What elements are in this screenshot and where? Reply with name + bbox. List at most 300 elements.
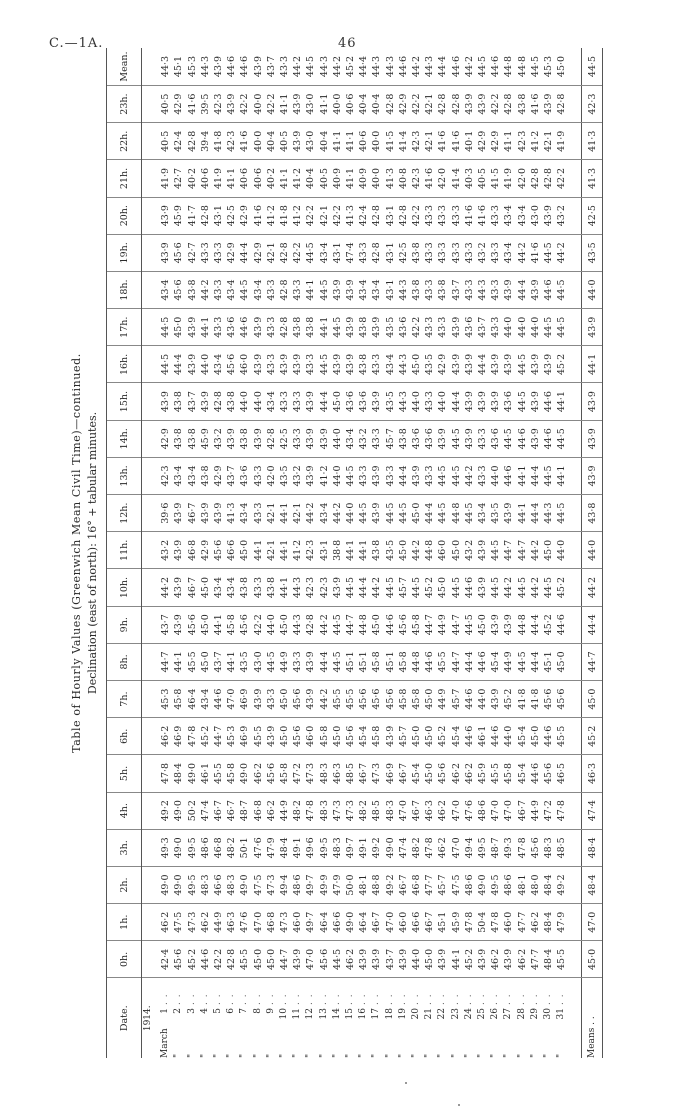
value-cell: 43·9 (331, 569, 344, 606)
value-cell: 43·7 (212, 643, 225, 680)
value-cell: 42·9 (238, 197, 251, 234)
value-cell: 49·4 (463, 829, 476, 866)
value-cell: 43·4 (155, 271, 172, 308)
value-cell: 43·3 (489, 234, 502, 271)
value-cell: 42·7 (172, 160, 185, 197)
value-cell: 44·0 (529, 309, 542, 346)
page-reference: C.—1A. (49, 36, 104, 51)
value-cell: 44·5 (489, 532, 502, 569)
value-cell: 43·9 (370, 941, 383, 978)
value-cell: 46·3 (423, 792, 436, 829)
value-cell: 46·6 (331, 904, 344, 941)
value-cell: 45·5 (212, 755, 225, 792)
value-cell: 44·5 (542, 309, 555, 346)
value-cell: 42·2 (555, 160, 568, 197)
value-cell: 43·5 (384, 309, 397, 346)
table-header-row (107, 48, 142, 1058)
value-cell: 44·3 (397, 346, 410, 383)
mean-value-cell: 44·0 (581, 271, 602, 308)
value-cell: 43·9 (212, 48, 225, 86)
value-cell: 42·1 (318, 197, 331, 234)
value-cell: 47·6 (252, 829, 265, 866)
value-cell: 43·9 (476, 941, 489, 978)
value-cell: 46·2 (463, 755, 476, 792)
column-header-hour: 7h. (107, 681, 142, 718)
value-cell: 45·2 (555, 346, 568, 383)
value-cell: 43·8 (186, 271, 199, 308)
value-cell: 44·4 (318, 643, 331, 680)
value-cell: 43·3 (291, 271, 304, 308)
value-cell: 43·0 (529, 197, 542, 234)
value-cell: 43·8 (304, 309, 317, 346)
value-cell: 46·7 (516, 792, 529, 829)
value-cell: 43·8 (265, 569, 278, 606)
value-cell: 46·2 (516, 941, 529, 978)
value-cell: 43·4 (357, 271, 370, 308)
value-cell: 44·0 (410, 941, 423, 978)
value-cell: 43·9 (252, 420, 265, 457)
value-cell: 46·2 (450, 755, 463, 792)
table-row (423, 48, 436, 1058)
value-cell: 44·5 (384, 495, 397, 532)
value-cell: 41·9 (555, 123, 568, 160)
value-cell: 49·0 (384, 829, 397, 866)
value-cell: 42·8 (304, 606, 317, 643)
year-row (142, 48, 156, 1058)
value-cell: 44·5 (502, 420, 515, 457)
value-cell: 44·6 (476, 643, 489, 680)
value-cell: 45·7 (397, 569, 410, 606)
value-cell: 45·0 (410, 346, 423, 383)
means-label: Means . . (581, 978, 602, 1058)
value-cell: 45·4 (357, 718, 370, 755)
mean-value-cell: 43·9 (581, 383, 602, 420)
value-cell: 43·9 (476, 569, 489, 606)
value-cell: 39·5 (199, 86, 212, 123)
value-cell: 43·9 (304, 383, 317, 420)
value-cell: 43·9 (450, 346, 463, 383)
value-cell: 43·4 (344, 420, 357, 457)
value-cell: 43·9 (212, 495, 225, 532)
value-cell: 44·5 (357, 495, 370, 532)
value-cell: 41·5 (384, 123, 397, 160)
value-cell: 46·7 (423, 904, 436, 941)
value-cell: 44·6 (516, 420, 529, 457)
value-cell: 44·0 (502, 718, 515, 755)
value-cell: 47·8 (516, 829, 529, 866)
value-cell: 43·4 (476, 495, 489, 532)
value-cell: 43·4 (225, 271, 238, 308)
value-cell: 41·1 (344, 160, 357, 197)
value-cell: 42·3 (410, 160, 423, 197)
value-cell: 42·8 (278, 309, 291, 346)
value-cell: 47·0 (502, 792, 515, 829)
value-cell: 43·3 (423, 234, 436, 271)
value-cell: 45·8 (410, 681, 423, 718)
value-cell: 41·9 (212, 160, 225, 197)
value-cell: 43·5 (384, 532, 397, 569)
value-cell: 49·0 (238, 755, 251, 792)
value-cell: 43·9 (542, 86, 555, 123)
value-cell: 41·6 (252, 197, 265, 234)
value-cell: 47·6 (238, 904, 251, 941)
page-number: 46 (338, 36, 357, 51)
value-cell: 47·9 (331, 866, 344, 903)
value-cell: 41·9 (155, 160, 172, 197)
date-cell: "13. . (318, 993, 329, 1058)
value-cell: 42·4 (357, 197, 370, 234)
column-header-hour: 15h. (107, 383, 142, 420)
value-cell: 45·0 (278, 681, 291, 718)
value-cell: 48·6 (476, 792, 489, 829)
mean-value-cell: 43·9 (581, 420, 602, 457)
value-cell: 45·6 (238, 606, 251, 643)
value-cell: 40·6 (252, 160, 265, 197)
value-cell: 43·8 (199, 457, 212, 494)
value-cell: 45·6 (555, 681, 568, 718)
mean-value-cell: 43·8 (581, 495, 602, 532)
value-cell: 40·5 (278, 123, 291, 160)
value-cell: 45·0 (423, 755, 436, 792)
value-cell: 43·3 (265, 681, 278, 718)
value-cell: 39·4 (199, 123, 212, 160)
table-row (397, 48, 410, 1058)
value-cell: 44·6 (225, 48, 238, 86)
value-cell: 43·4 (252, 271, 265, 308)
value-cell: 43·9 (529, 420, 542, 457)
value-cell: 44·6 (384, 606, 397, 643)
mean-value-cell: 44·4 (581, 606, 602, 643)
value-cell: 43·9 (186, 346, 199, 383)
value-cell: 45·2 (502, 681, 515, 718)
value-cell: 47·0 (489, 792, 502, 829)
value-cell: 41·2 (291, 532, 304, 569)
value-cell: 44·5 (555, 271, 568, 308)
date-cell: "15. . (345, 993, 356, 1058)
value-cell: 44·2 (199, 271, 212, 308)
value-cell: 48·6 (463, 866, 476, 903)
mean-value-cell: 43·9 (581, 309, 602, 346)
value-cell: 43·9 (529, 271, 542, 308)
spacer-row (569, 48, 582, 1058)
value-cell: 48·4 (542, 941, 555, 978)
value-cell: 43·3 (212, 234, 225, 271)
value-cell: 45·0 (529, 718, 542, 755)
value-cell: 45·6 (291, 718, 304, 755)
value-cell: 45·0 (172, 309, 185, 346)
value-cell: 44·7 (423, 606, 436, 643)
value-cell: 44·1 (278, 532, 291, 569)
date-cell: "22. . (437, 993, 448, 1058)
value-cell: 45·6 (265, 755, 278, 792)
value-cell: 49·5 (186, 866, 199, 903)
value-cell: 46·8 (252, 792, 265, 829)
value-cell: 43·3 (252, 457, 265, 494)
value-cell: 43·3 (423, 271, 436, 308)
value-cell: 43·6 (225, 309, 238, 346)
value-cell: 45·0 (450, 532, 463, 569)
value-cell: 45·6 (370, 681, 383, 718)
value-cell: 47·0 (225, 681, 238, 718)
table-row (489, 48, 502, 1058)
value-cell: 44·6 (542, 383, 555, 420)
value-cell: 40·4 (370, 86, 383, 123)
table-row (476, 48, 489, 1058)
table-row (304, 48, 317, 1058)
value-cell: 43·9 (344, 309, 357, 346)
value-cell: 43·3 (476, 420, 489, 457)
value-cell: 42·2 (291, 234, 304, 271)
value-cell: 48·4 (172, 755, 185, 792)
value-cell: 44·6 (397, 48, 410, 86)
value-cell: 45·6 (291, 681, 304, 718)
value-cell: 43·7 (225, 457, 238, 494)
value-cell: 44·5 (450, 457, 463, 494)
value-cell: 43·9 (225, 420, 238, 457)
value-cell: 43·3 (278, 383, 291, 420)
value-cell: 43·3 (423, 383, 436, 420)
value-cell: 43·5 (423, 346, 436, 383)
value-cell: 44·4 (436, 48, 449, 86)
table-row (516, 48, 529, 1058)
table-row (384, 48, 397, 1058)
value-cell: 43·9 (463, 420, 476, 457)
value-cell: 41·1 (502, 123, 515, 160)
value-cell: 42·1 (423, 86, 436, 123)
value-cell: 43·9 (186, 309, 199, 346)
value-cell: 47·7 (423, 866, 436, 903)
value-cell: 43·3 (423, 309, 436, 346)
value-cell: 42·3 (225, 123, 238, 160)
value-cell: 44·6 (423, 643, 436, 680)
value-cell: 44·2 (529, 569, 542, 606)
value-cell: 43·8 (225, 383, 238, 420)
column-header-hour: 16h. (107, 346, 142, 383)
value-cell: 41·1 (278, 160, 291, 197)
value-cell: 48·2 (291, 792, 304, 829)
table-row (357, 48, 370, 1058)
value-cell: 49·1 (357, 829, 370, 866)
value-cell: 43·2 (291, 457, 304, 494)
value-cell: 47·8 (489, 904, 502, 941)
value-cell: 45·2 (186, 941, 199, 978)
table-row (186, 48, 199, 1058)
table-row (238, 48, 251, 1058)
value-cell: 41·6 (423, 160, 436, 197)
value-cell: 43·0 (304, 123, 317, 160)
value-cell: 43·8 (436, 271, 449, 308)
value-cell: 46·1 (199, 755, 212, 792)
value-cell: 49·0 (186, 755, 199, 792)
value-cell: 45·2 (555, 569, 568, 606)
value-cell: 44·9 (529, 792, 542, 829)
mean-value-cell: 48·4 (581, 829, 602, 866)
mean-value-cell: 47·0 (581, 904, 602, 941)
value-cell: 44·1 (318, 309, 331, 346)
value-cell: 43·1 (384, 197, 397, 234)
date-cell: "27. . (503, 993, 514, 1058)
value-cell: 43·9 (291, 86, 304, 123)
value-cell: 45·0 (199, 606, 212, 643)
value-cell: 43·9 (384, 718, 397, 755)
value-cell: 44·7 (212, 718, 225, 755)
value-cell: 41·1 (318, 86, 331, 123)
value-cell: 41·8 (529, 681, 542, 718)
value-cell: 48·2 (225, 829, 238, 866)
value-cell: 46·8 (212, 829, 225, 866)
value-cell: 46·0 (238, 346, 251, 383)
value-cell: 43·3 (265, 346, 278, 383)
value-cell: 42·2 (410, 309, 423, 346)
value-cell: 45·6 (172, 271, 185, 308)
mean-value-cell: 41·3 (581, 123, 602, 160)
date-cell: "16. . (358, 993, 369, 1058)
value-cell: 45·8 (502, 755, 515, 792)
value-cell: 42·8 (555, 86, 568, 123)
value-cell: 43·6 (397, 309, 410, 346)
value-cell: 44·2 (555, 234, 568, 271)
value-cell: 45·6 (529, 829, 542, 866)
table-row (331, 48, 344, 1058)
value-cell: 41·9 (502, 160, 515, 197)
value-cell: 46·7 (370, 904, 383, 941)
value-cell: 43·9 (489, 681, 502, 718)
value-cell: 43·9 (463, 86, 476, 123)
value-cell: 42·9 (172, 86, 185, 123)
value-cell: 43·9 (542, 346, 555, 383)
value-cell: 43·9 (370, 383, 383, 420)
column-header-hour: 0h. (107, 941, 142, 978)
value-cell: 43·3 (423, 197, 436, 234)
value-cell: 42·9 (155, 420, 172, 457)
value-cell: 44·2 (155, 569, 172, 606)
value-cell: 44·0 (265, 606, 278, 643)
column-header-hour: 13h. (107, 457, 142, 494)
value-cell: 49·3 (155, 829, 172, 866)
value-cell: 45·5 (489, 755, 502, 792)
value-cell: 43·9 (172, 495, 185, 532)
value-cell: 46·4 (357, 904, 370, 941)
value-cell: 45·0 (331, 718, 344, 755)
value-cell: 43·3 (252, 495, 265, 532)
value-cell: 42·7 (186, 234, 199, 271)
value-cell: 48·5 (555, 829, 568, 866)
value-cell: 46·3 (331, 755, 344, 792)
value-cell: 45·8 (225, 755, 238, 792)
value-cell: 45·1 (542, 643, 555, 680)
value-cell: 43·9 (252, 346, 265, 383)
value-cell: 44·5 (155, 346, 172, 383)
value-cell: 45·0 (476, 606, 489, 643)
value-cell: 43·4 (502, 197, 515, 234)
value-cell: 46·9 (172, 718, 185, 755)
value-cell: 43·9 (436, 941, 449, 978)
date-cell: "3. . (186, 993, 197, 1058)
value-cell: 44·1 (278, 495, 291, 532)
value-cell: 48·3 (225, 866, 238, 903)
value-cell: 42·9 (489, 123, 502, 160)
value-cell: 44·3 (476, 271, 489, 308)
value-cell: 43·4 (516, 197, 529, 234)
value-cell: 48·6 (199, 829, 212, 866)
mean-value-cell: 45·0 (581, 681, 602, 718)
value-cell: 40·5 (155, 123, 172, 160)
value-cell: 43·1 (331, 234, 344, 271)
value-cell: 46·0 (304, 718, 317, 755)
value-cell: 45·2 (199, 718, 212, 755)
value-cell: 43·3 (489, 271, 502, 308)
mean-value-cell: 48·4 (581, 866, 602, 903)
table-row (278, 48, 291, 1058)
table-row (502, 48, 515, 1058)
value-cell: 45·9 (172, 197, 185, 234)
value-cell: 41·1 (225, 160, 238, 197)
value-cell: 39·6 (155, 495, 172, 532)
mean-value-cell: 46·3 (581, 755, 602, 792)
value-cell: 47·8 (155, 755, 172, 792)
value-cell: 44·5 (463, 495, 476, 532)
value-cell: 43·3 (291, 383, 304, 420)
value-cell: 40·0 (370, 123, 383, 160)
value-cell: 43·8 (186, 420, 199, 457)
value-cell: 45·8 (370, 718, 383, 755)
value-cell: 45·8 (172, 681, 185, 718)
value-cell: 42·8 (212, 383, 225, 420)
value-cell: 43·8 (172, 420, 185, 457)
value-cell: 41·1 (331, 123, 344, 160)
value-cell: 43·9 (252, 681, 265, 718)
value-cell: 49·0 (344, 904, 357, 941)
value-cell: 44·1 (304, 271, 317, 308)
value-cell: 40·1 (463, 123, 476, 160)
value-cell: 43·9 (155, 197, 172, 234)
value-cell: 43·4 (186, 457, 199, 494)
value-cell: 46·6 (410, 904, 423, 941)
value-cell: 43·8 (357, 309, 370, 346)
value-cell: 45·5 (555, 941, 568, 978)
value-cell: 42·2 (331, 197, 344, 234)
value-cell: 46·2 (436, 792, 449, 829)
value-cell: 43·9 (502, 271, 515, 308)
value-cell: 46·0 (436, 532, 449, 569)
value-cell: 43·4 (502, 234, 515, 271)
value-cell: 44·6 (463, 718, 476, 755)
value-cell: 45·6 (212, 532, 225, 569)
value-cell: 48·7 (238, 792, 251, 829)
value-cell: 44·1 (555, 383, 568, 420)
value-cell: 46·7 (410, 792, 423, 829)
value-cell: 44·1 (450, 941, 463, 978)
value-cell: 44·6 (238, 48, 251, 86)
column-header-hour: 20h. (107, 197, 142, 234)
value-cell: 43·9 (502, 346, 515, 383)
value-cell: 44·5 (516, 643, 529, 680)
value-cell: 42·9 (225, 234, 238, 271)
value-cell: 44·5 (476, 48, 489, 86)
value-cell: 42·8 (370, 234, 383, 271)
value-cell: 42·1 (423, 123, 436, 160)
value-cell: 44·4 (172, 346, 185, 383)
speck-mark (405, 1082, 407, 1084)
value-cell: 44·1 (252, 532, 265, 569)
value-cell: 44·5 (489, 569, 502, 606)
value-cell: 48·4 (542, 904, 555, 941)
value-cell: 43·9 (265, 718, 278, 755)
value-cell: 49·2 (384, 866, 397, 903)
value-cell: 43·9 (502, 941, 515, 978)
value-cell: 43·3 (450, 197, 463, 234)
value-cell: 43·7 (186, 383, 199, 420)
